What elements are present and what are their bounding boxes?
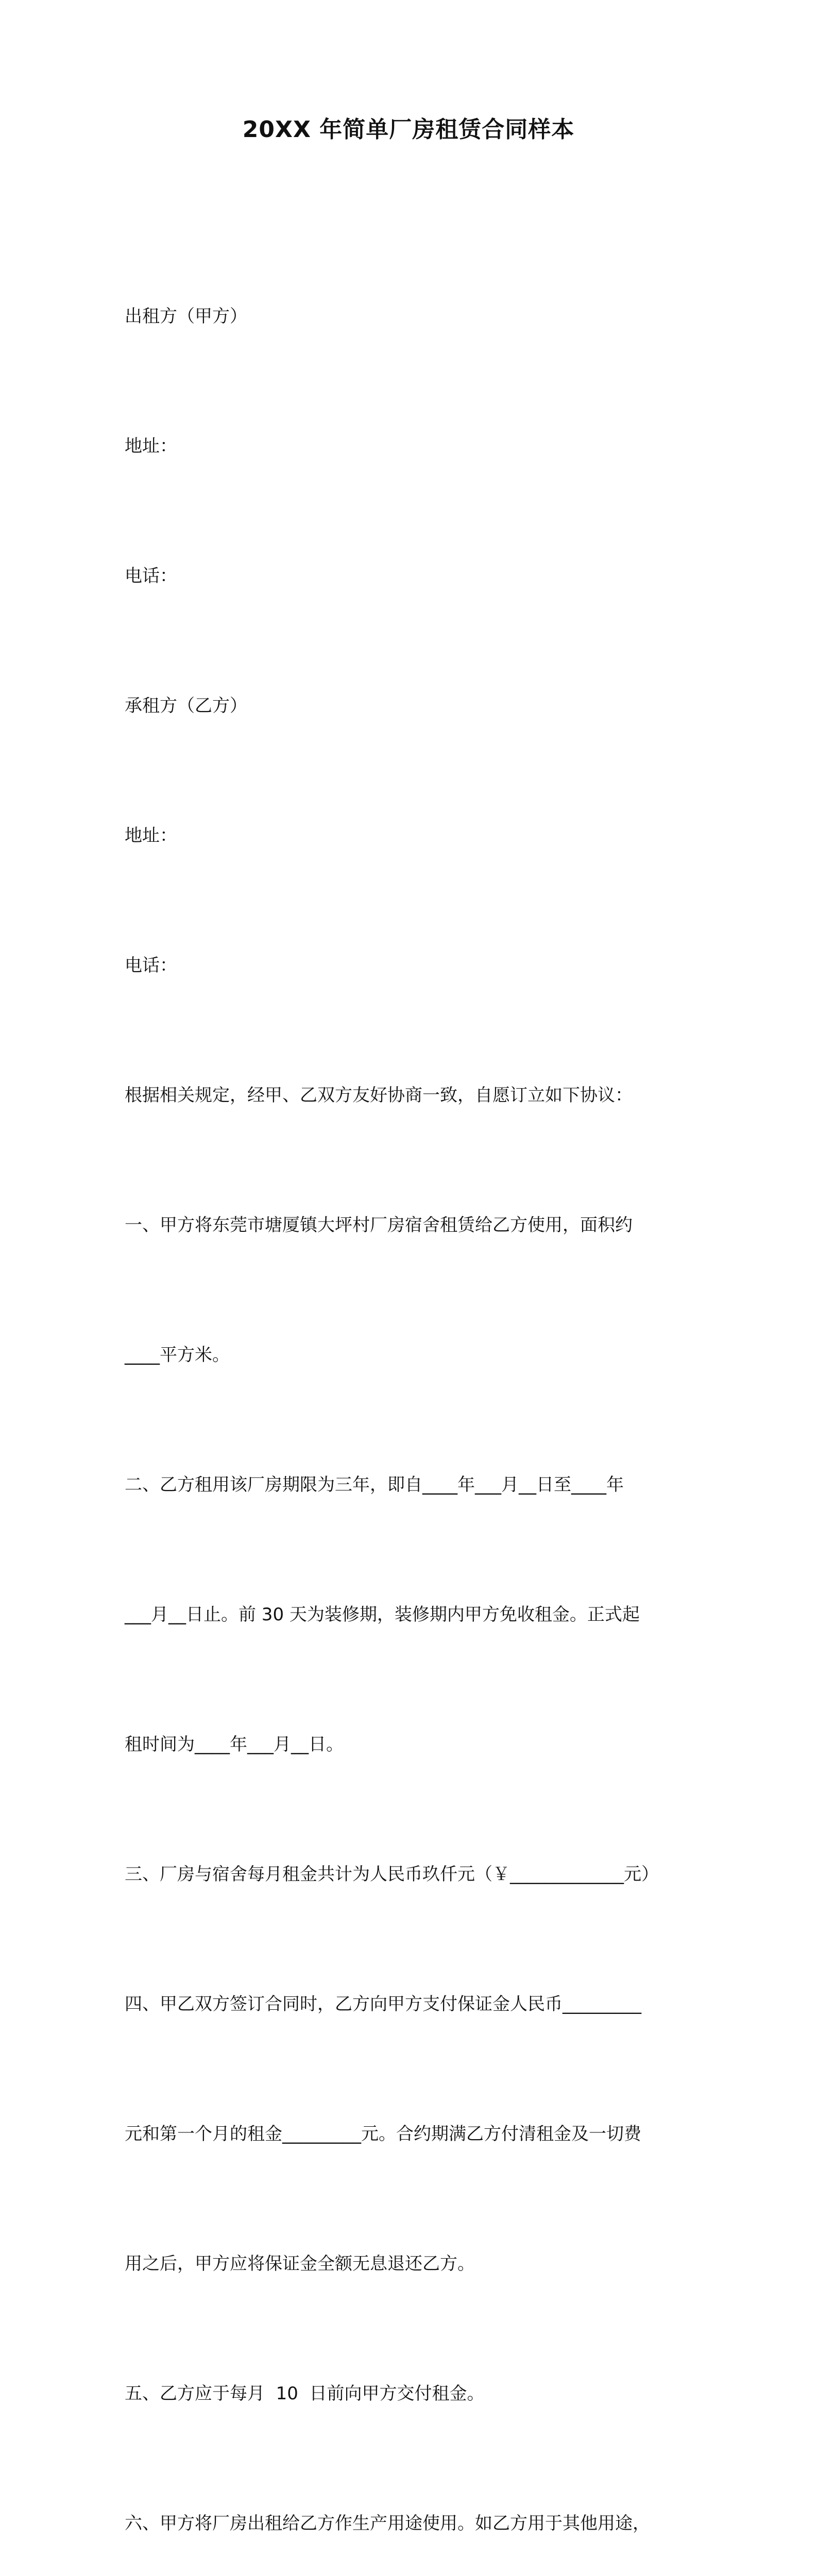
text-line: 电话： (125, 955, 177, 976)
text-line: ___月__日止。前 30 天为装修期，装修期内甲方免收租金。正式起 (125, 1604, 640, 1625)
text-line: 元和第一个月的租金_________元。合约期满乙方付清租金及一切费 (125, 2124, 641, 2144)
text-line: 一、甲方将东莞市塘厦镇大坪村厂房宿舍租赁给乙方使用，面积约 (125, 1215, 633, 1235)
text-line: 四、甲乙双方签订合同时，乙方向甲方支付保证金人民币_________ (125, 1994, 641, 2014)
text-line: 电话： (125, 566, 177, 586)
text-line: 六、甲方将厂房出租给乙方作生产用途使用。如乙方用于其他用途， (125, 2513, 650, 2534)
text-line: 用之后，甲方应将保证金全额无息退还乙方。 (125, 2253, 475, 2274)
text-line: 承租方（乙方） (125, 696, 247, 716)
text-line: 根据相关规定，经甲、乙双方友好协商一致，自愿订立如下协议： (125, 1085, 633, 1106)
text-line: ____平方米。 (125, 1345, 230, 1365)
text-line: 出租方（甲方） (125, 306, 247, 327)
text-line: 地址： (125, 436, 177, 456)
text-line: 二、乙方租用该厂房期限为三年，即自____年___月__日至____年 (125, 1475, 624, 1495)
document-body (125, 208, 702, 2576)
text-line: 地址： (125, 825, 177, 846)
text-line: 三、厂房与宿舍每月租金共计为人民币玖仟元（￥_____________元） (125, 1864, 659, 1885)
document-title: 20XX 年简单厂房租赁合同样本 (242, 116, 575, 143)
text-line: 租时间为____年___月__日。 (125, 1734, 344, 1755)
text-line: 五、乙方应于每月 10 日前向甲方交付租金。 (125, 2383, 485, 2404)
